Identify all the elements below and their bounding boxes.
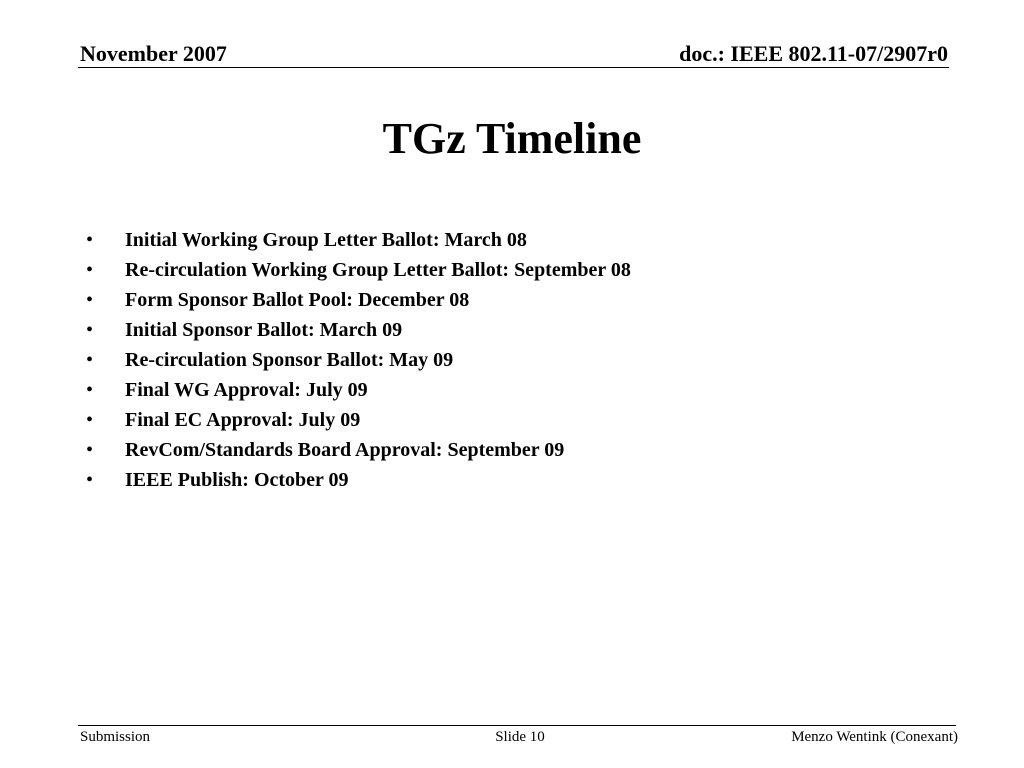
bullet-text: Final EC Approval: July 09	[125, 409, 361, 431]
bullet-marker: •	[86, 439, 94, 461]
bullet-marker: •	[86, 349, 94, 371]
bullet-text: Form Sponsor Ballot Pool: December 08	[125, 289, 470, 311]
bullet-text: RevCom/Standards Board Approval: September 09	[125, 439, 565, 461]
slide-title: TGz Timeline	[382, 114, 642, 163]
bullet-text: Final WG Approval: July 09	[125, 379, 368, 401]
header-divider	[78, 67, 949, 68]
footer-divider	[78, 725, 956, 726]
bullet-text: Initial Sponsor Ballot: March 09	[125, 319, 403, 341]
bullet-marker: •	[86, 409, 94, 431]
bullet-marker: •	[86, 229, 94, 251]
header-document-id: doc.: IEEE 802.11-07/2907r0	[679, 41, 948, 66]
bullet-marker: •	[86, 379, 94, 401]
bullet-marker: •	[86, 469, 94, 491]
bullet-text: Re-circulation Sponsor Ballot: May 09	[125, 349, 454, 371]
footer-author: Menzo Wentink (Conexant)	[791, 729, 958, 745]
bullet-marker: •	[86, 319, 94, 341]
header-date: November 2007	[80, 41, 227, 66]
bullet-text: Initial Working Group Letter Ballot: March 08	[125, 229, 527, 251]
footer-submission-label: Submission	[80, 729, 151, 745]
bullet-marker: •	[86, 259, 94, 281]
bullet-marker: •	[86, 289, 94, 311]
footer-slide-number: Slide 10	[495, 729, 545, 745]
bullet-text: IEEE Publish: October 09	[125, 469, 349, 491]
bullet-text: Re-circulation Working Group Letter Ballot: September 08	[125, 259, 631, 281]
